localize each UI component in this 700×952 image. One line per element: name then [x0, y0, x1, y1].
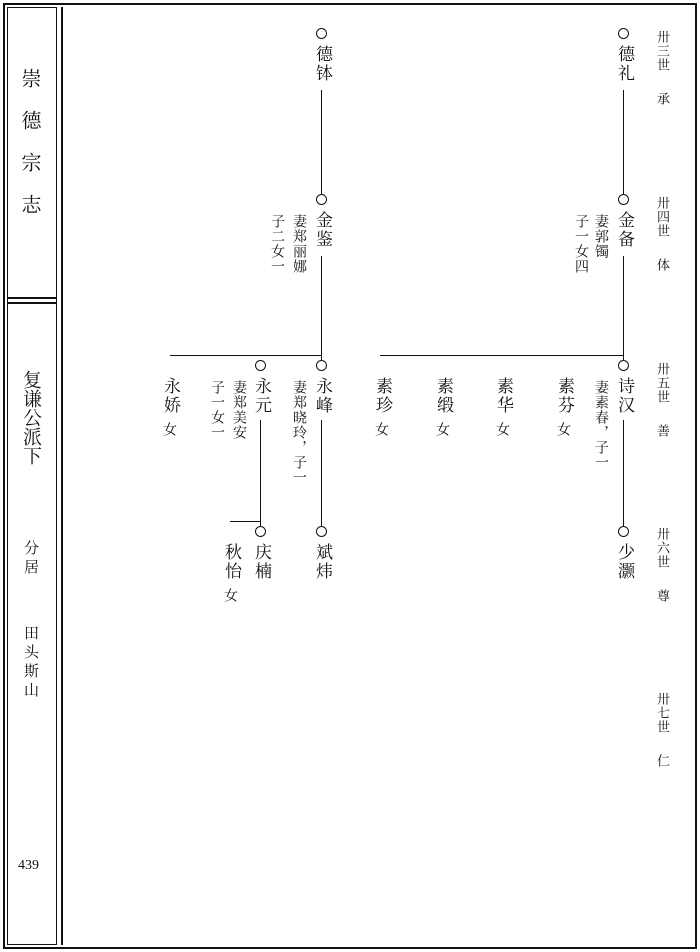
generation-37: 卅七世	[654, 692, 669, 734]
generation-37-char: 仁	[654, 754, 669, 768]
location-label: 分居	[22, 540, 40, 578]
sibling-bar	[380, 355, 624, 356]
person-node-icon	[316, 360, 327, 371]
lineage-line	[623, 90, 624, 194]
person-sufen: 素芬	[554, 377, 574, 415]
person-yongjiao-suffix: 女	[161, 422, 177, 437]
column-divider	[61, 7, 63, 945]
side-divider-1	[7, 297, 57, 299]
generation-36: 卅六世	[654, 527, 669, 569]
person-yongfeng-note: 妻郑晓玲，子一	[291, 380, 307, 485]
generation-34-char: 体	[654, 258, 669, 272]
person-jinbei: 金备	[614, 211, 634, 249]
person-jinbei-children: 子一女四	[573, 214, 589, 274]
lineage-line	[321, 90, 322, 194]
person-suduan-suffix: 女	[434, 422, 450, 437]
person-node-icon	[255, 360, 266, 371]
person-qiuyi: 秋怡	[221, 543, 241, 581]
person-suhua-suffix: 女	[494, 422, 510, 437]
person-suzhen-suffix: 女	[373, 422, 389, 437]
person-binwei: 斌炜	[312, 543, 332, 581]
person-node-icon	[618, 194, 629, 205]
person-node-icon	[316, 194, 327, 205]
person-jinbei-spouse: 妻郭镯	[593, 214, 609, 259]
person-jinjian-spouse: 妻郑丽娜	[291, 214, 307, 274]
person-qiuyi-suffix: 女	[222, 588, 238, 603]
lineage-line	[260, 420, 261, 526]
person-yongyuan-spouse: 妻郑美安	[231, 380, 247, 440]
person-yongyuan: 永元	[251, 377, 271, 415]
person-jinjian: 金鉴	[312, 211, 332, 249]
person-sufen-suffix: 女	[555, 422, 571, 437]
person-yongjiao: 永娇	[160, 377, 180, 415]
location-name: 田头斯山	[22, 625, 40, 701]
generation-34: 卅四世	[654, 196, 669, 238]
lineage-line	[623, 420, 624, 526]
person-shihan: 诗汉	[614, 377, 634, 415]
person-suhua: 素华	[493, 377, 513, 415]
generation-35: 卅五世	[654, 362, 669, 404]
branch-title: 复谦公派下	[20, 370, 42, 465]
lineage-line	[321, 256, 322, 360]
person-qingnan: 庆楠	[251, 543, 271, 581]
generation-33-char: 承	[654, 92, 669, 106]
person-node-icon	[618, 526, 629, 537]
person-debo: 德钵	[312, 45, 332, 83]
person-node-icon	[618, 360, 629, 371]
person-jinjian-children: 子二女一	[269, 214, 285, 274]
person-yongyuan-children: 子一女一	[209, 380, 225, 440]
person-suduan: 素缎	[433, 377, 453, 415]
person-shihan-note: 妻素春，子一	[593, 380, 609, 470]
person-yongfeng: 永峰	[312, 377, 332, 415]
generation-36-char: 尊	[654, 589, 669, 603]
book-title: 崇德宗志	[18, 68, 42, 236]
lineage-line	[623, 256, 624, 360]
person-node-icon	[255, 526, 266, 537]
generation-35-char: 善	[654, 424, 669, 438]
sibling-bar	[170, 355, 322, 356]
person-node-icon	[316, 28, 327, 39]
person-suzhen: 素珍	[372, 377, 392, 415]
generation-33: 卅三世	[654, 30, 669, 72]
person-node-icon	[316, 526, 327, 537]
side-divider-2	[7, 302, 57, 304]
lineage-line	[321, 420, 322, 526]
person-shaohao: 少灏	[614, 543, 634, 581]
page-border-outer	[3, 3, 697, 949]
person-deli: 德礼	[614, 45, 634, 83]
sibling-bar	[230, 521, 261, 522]
page-number: 439	[18, 858, 39, 873]
person-node-icon	[618, 28, 629, 39]
